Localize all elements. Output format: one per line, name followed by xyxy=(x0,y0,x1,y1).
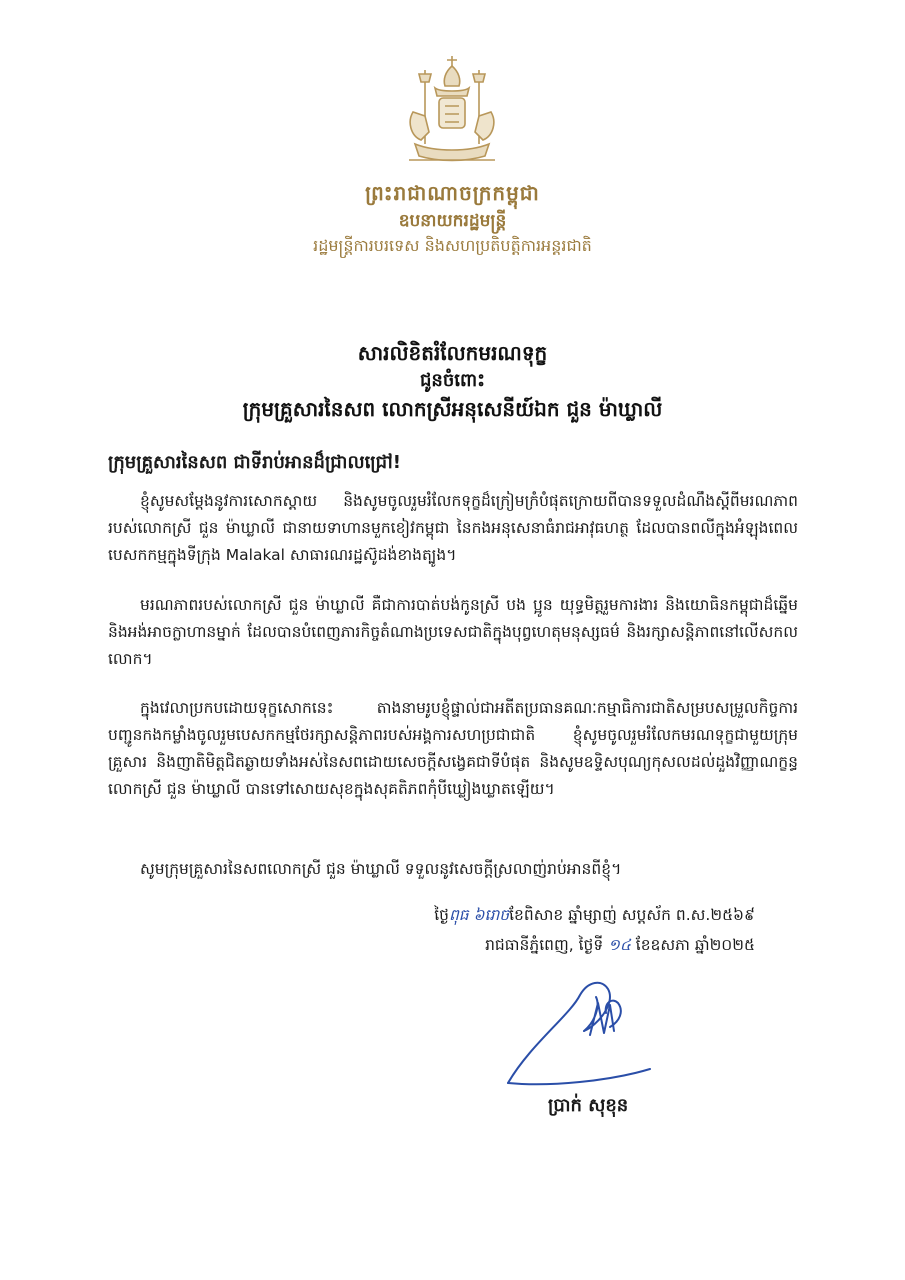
day-handwritten: ១៤ xyxy=(608,936,631,954)
paragraph-3: ក្នុងវេលាប្រកបដោយទុក្ខសោកនេះ តាងនាមរូបខ្ញុំផ្ទាល់ជាអតីតប្រធានគណៈកម្មាធិការជាតិសម្របសម្រួលកិច្ចការបញ្ជូនកងកម្លាំងចូលរួមបេសកកម្មថែរក្សាសន្តិភាពរបស់អង្គការសហប្រជាជាតិ ខ្ញុំសូមចូលរួមរំលែកមរណទុក្ខជាមួយក្រុមគ្រួសារ និងញាតិមិត្តជិតឆ្ងាយទាំងអស់នៃសពដោយសេចក្តីសង្វេគជាទីបំផុត និងសូមឧទ្ទិសបុណ្យកុសលដល់ដួងវិញ្ញាណក្ខន្ធលោកស្រី ជួន ម៉ាឃ្លាលី បានទៅសោយសុខក្នុងសុគតិភពកុំបីឃ្លៀងឃ្លាតឡើយ។ xyxy=(108,699,798,798)
month-year: ខែឧសភា ឆ្នាំ២០២៥ xyxy=(635,936,755,954)
org-name-ministry: រដ្ឋមន្ត្រីការបរទេស និងសហប្រតិបត្តិការអន្តរជាតិ xyxy=(313,236,592,255)
paragraph-1: ខ្ញុំសូមសម្ដែងនូវការសោកស្ដាយ និងសូមចូលរួមរំលែកទុក្ខដ៏ក្រៀមក្រំបំផុតក្រោយពីបានទទួលដំណឹងស្ដីពីមរណភាពរបស់លោកស្រី ជួន ម៉ាឃ្លាលី ជានាយទាហានមួកខៀវកម្ពុជា នៃកងអនុសេនាធំរាជអាវុធហត្ថ ដែលបានពលីក្នុងអំឡុងពេលបេសកកម្មក្នុងទីក្រុង Malakal សាធារណរដ្ឋស៊ូដង់ខាងត្បូង។ xyxy=(108,492,798,564)
lunar-date-rest: ខែពិសាខ ឆ្នាំម្សាញ់ សប្តស័ក ព.ស.២៥៦៩ xyxy=(509,906,755,924)
paragraph-4: សូមក្រុមគ្រួសារនៃសពលោកស្រី ជួន ម៉ាឃ្លាលី ទទួលនូវសេចក្តីស្រលាញ់រាប់អានពីខ្ញុំ។ xyxy=(140,860,622,878)
org-name-deputy-pm: ឧបនាយករដ្ឋមន្ត្រី xyxy=(398,211,507,231)
place-date-prefix: រាជធានីភ្នំពេញ, ថ្ងៃទី xyxy=(485,936,604,954)
signatory-name: ប្រាក់ សុខុន xyxy=(548,1095,629,1116)
place-date-line xyxy=(485,935,755,958)
lunar-date-line xyxy=(434,905,755,928)
org-name-kingdom: ព្រះរាជាណាចក្រកម្ពុជា xyxy=(365,181,540,205)
letter-title: សារលិខិតរំលែកមរណទុក្ខ xyxy=(357,341,548,365)
letter-addressed-to: ជូនចំពោះ xyxy=(419,370,486,391)
signature-icon xyxy=(500,975,670,1090)
royal-emblem-icon xyxy=(385,52,520,172)
letter-recipient: ក្រុមគ្រួសារនៃសព លោកស្រីអនុសេនីយ៍ឯក ជួន ម៉ាឃ្លាលី xyxy=(242,397,663,421)
lunar-date-prefix: ថ្ងៃ xyxy=(434,906,449,924)
paragraph-2: មរណភាពរបស់លោកស្រី ជួន ម៉ាឃ្លាលី គឺជាការបាត់បង់កូនស្រី បង ប្អូន យុទ្ធមិត្តរួមការងារ និងយោធិនកម្ពុជាដ៏ឆ្នើម និងអង់អាចក្លាហានម្នាក់ ដែលបានបំពេញភារកិច្ចតំណាងប្រទេសជាតិក្នុងបុព្វហេតុមនុស្សធម៌ និងរក្សាសន្តិភាពនៅលើសកលលោក។ xyxy=(108,596,798,668)
salutation: ក្រុមគ្រួសារនៃសព ជាទីរាប់អានដ៏ជ្រាលជ្រៅ! xyxy=(108,452,402,473)
lunar-date-handwritten: ពុធ ៦រោច xyxy=(448,906,510,924)
